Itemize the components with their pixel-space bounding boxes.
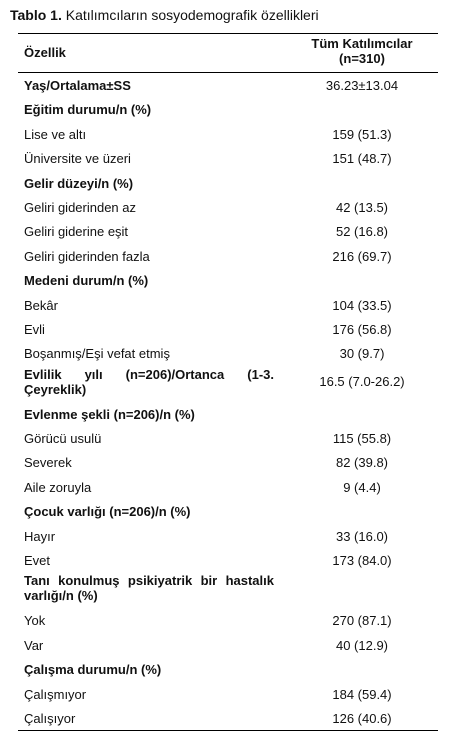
table-row xyxy=(18,450,438,474)
table-row xyxy=(18,608,438,632)
row-value: 36.23±13.04 xyxy=(325,78,399,93)
table-row xyxy=(18,366,438,402)
row-label: Evlilik yılı (n=206)/Ortanca (1-3. Çeyreklik) xyxy=(24,366,274,397)
table-row xyxy=(18,122,438,146)
row-label: Yok xyxy=(24,613,46,629)
table-row xyxy=(18,171,438,195)
table-number: Tablo 1. xyxy=(10,7,62,23)
row-label: Geliri giderinden fazla xyxy=(24,248,150,264)
row-value: 42 (13.5) xyxy=(335,199,389,215)
row-label: Aile zoruyla xyxy=(24,479,92,495)
row-label: Lise ve altı xyxy=(24,126,87,142)
row-label: Severek xyxy=(24,455,72,471)
table-row xyxy=(18,706,438,730)
row-label: Üniversite ve üzeri xyxy=(24,151,131,167)
table-row xyxy=(18,97,438,121)
row-label: Geliri giderine eşit xyxy=(24,224,129,240)
row-value: 40 (12.9) xyxy=(335,637,389,653)
table-row xyxy=(18,293,438,317)
table-row xyxy=(18,341,438,365)
row-value: 176 (56.8) xyxy=(332,321,392,337)
table-row xyxy=(18,572,438,608)
sociodemographic-table xyxy=(18,33,438,731)
header-total-line1: Tüm Katılımcılar xyxy=(311,36,413,51)
row-label: Geliri giderinden az xyxy=(24,199,137,215)
row-value: 30 (9.7) xyxy=(339,346,385,362)
table-row xyxy=(18,268,438,292)
row-value: 184 (59.4) xyxy=(332,686,392,702)
table-row xyxy=(18,524,438,548)
table-row xyxy=(18,219,438,243)
header-total xyxy=(288,36,436,66)
table-header xyxy=(18,34,438,72)
header-feature: Özellik xyxy=(24,45,66,60)
table-row xyxy=(18,475,438,499)
row-value: 115 (55.8) xyxy=(332,431,392,447)
row-label: Çocuk varlığı (n=206)/n (%) xyxy=(24,504,191,520)
row-label: Gelir düzeyi/n (%) xyxy=(24,175,134,191)
row-label: Çalışmıyor xyxy=(24,686,87,702)
row-value: 16.5 (7.0-26.2) xyxy=(319,373,405,389)
row-label: Tanı konulmuş psikiyatrik bir hastalık varlığı/n (%) xyxy=(24,573,274,604)
row-label: Evlenme şekli (n=206)/n (%) xyxy=(24,406,195,422)
row-value: 82 (39.8) xyxy=(335,455,389,471)
row-value: 52 (16.8) xyxy=(335,224,389,240)
row-label: Medeni durum/n (%) xyxy=(24,273,149,289)
row-value: 151 (48.7) xyxy=(332,151,392,167)
row-value: 216 (69.7) xyxy=(332,248,392,264)
table-row xyxy=(18,146,438,170)
table-row xyxy=(18,195,438,219)
table-title: Katılımcıların sosyodemografik özellikleri xyxy=(61,7,319,23)
row-label: Çalışıyor xyxy=(24,710,76,726)
row-label: Var xyxy=(24,637,44,653)
table-caption xyxy=(10,7,319,23)
table-row xyxy=(18,317,438,341)
table-row xyxy=(18,682,438,706)
table-body xyxy=(18,73,438,730)
table-row xyxy=(18,499,438,523)
row-label: Evli xyxy=(24,321,45,337)
row-label: Hayır xyxy=(24,528,56,544)
table-row xyxy=(18,657,438,681)
row-label: Eğitim durumu/n (%) xyxy=(24,102,152,118)
row-value: 270 (87.1) xyxy=(332,613,392,629)
row-value: 173 (84.0) xyxy=(332,553,392,569)
row-label: Bekâr xyxy=(24,297,58,313)
row-label: Boşanmış/Eşi vefat etmiş xyxy=(24,346,170,362)
table-row xyxy=(18,426,438,450)
table-row xyxy=(18,402,438,426)
row-value: 9 (4.4) xyxy=(343,479,381,495)
row-value: 33 (16.0) xyxy=(335,528,389,544)
row-value: 126 (40.6) xyxy=(332,710,392,726)
bottom-rule xyxy=(18,730,438,731)
table-row xyxy=(18,73,438,97)
table-row xyxy=(18,244,438,268)
row-value: 159 (51.3) xyxy=(332,126,392,142)
header-total-line2: (n=310) xyxy=(339,51,385,66)
row-label: Evet xyxy=(24,553,51,569)
row-label: Çalışma durumu/n (%) xyxy=(24,662,162,678)
row-label: Görücü usulü xyxy=(24,431,102,447)
table-row xyxy=(18,548,438,572)
row-value: 104 (33.5) xyxy=(332,297,392,313)
table-row xyxy=(18,633,438,657)
row-label: Yaş/Ortalama±SS xyxy=(24,78,131,93)
